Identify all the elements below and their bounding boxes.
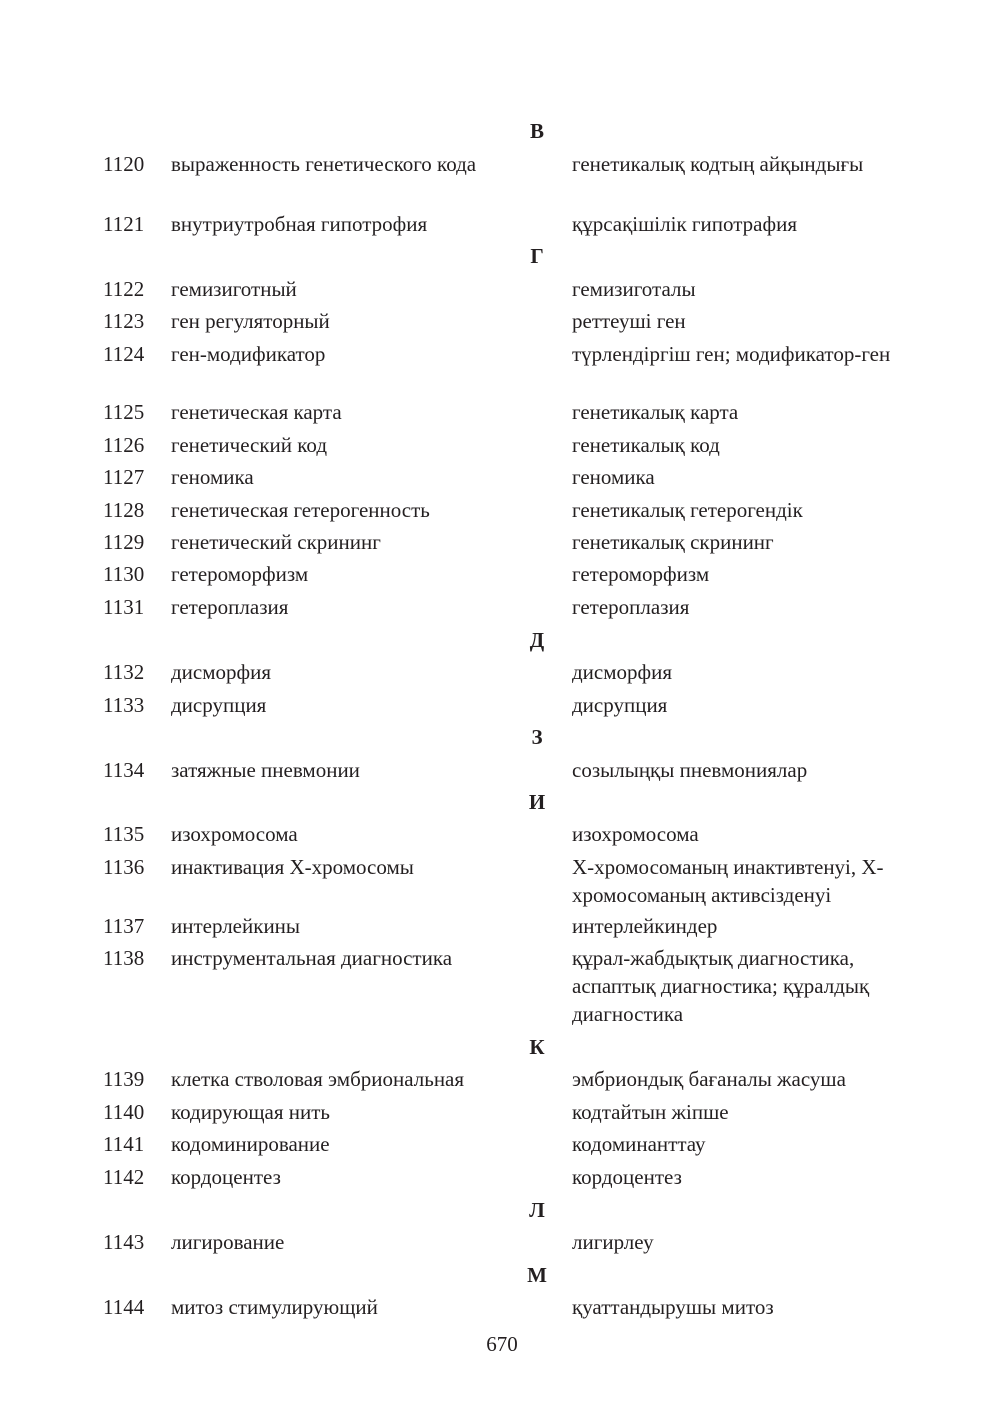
russian-term: дисрупция [171, 693, 267, 717]
entry-number: 1144 [103, 1295, 145, 1319]
russian-term: кордоцентез [171, 1165, 281, 1189]
entry-number: 1134 [103, 758, 145, 782]
kazakh-term: кодтайтын жіпше [572, 1100, 729, 1124]
section-letter: И [528, 790, 546, 814]
entry-number: 1136 [103, 855, 145, 879]
kazakh-term: генетикалық кодтың айқындығы [572, 152, 864, 176]
russian-term: клетка стволовая эмбриональная [171, 1067, 465, 1091]
russian-term: инструментальная диагностика [171, 946, 453, 970]
kazakh-term: гетероморфизм [572, 562, 710, 586]
russian-term: интерлейкины [171, 914, 301, 938]
entry-number: 1138 [103, 946, 145, 970]
kazakh-term: генетикалық карта [572, 400, 739, 424]
kazakh-term: гетероплазия [572, 595, 690, 619]
russian-term: гемизиготный [171, 277, 297, 301]
entry-number: 1141 [103, 1132, 145, 1156]
russian-term: затяжные пневмонии [171, 758, 360, 782]
russian-term: кодоминирование [171, 1132, 330, 1156]
section-letter: Г [530, 244, 544, 268]
entry-number: 1130 [103, 562, 145, 586]
entry-number: 1139 [103, 1067, 145, 1091]
russian-term: генетическая гетерогенность [171, 498, 430, 522]
entry-number: 1122 [103, 277, 145, 301]
russian-term: генетический скрининг [171, 530, 381, 554]
section-letter: К [529, 1035, 545, 1059]
entry-number: 1128 [103, 498, 145, 522]
russian-term: генетическая карта [171, 400, 342, 424]
entry-number: 1131 [103, 595, 145, 619]
kazakh-term: кордоцентез [572, 1165, 682, 1189]
kazakh-term: дисрупция [572, 693, 668, 717]
kazakh-term: генетикалық скрининг [572, 530, 774, 554]
section-letter: В [529, 119, 544, 143]
kazakh-term: генетикалық код [572, 433, 720, 457]
kazakh-term: геномика [572, 465, 655, 489]
russian-term: геномика [171, 465, 254, 489]
russian-term: гетероплазия [171, 595, 289, 619]
entry-number: 1140 [103, 1100, 145, 1124]
entry-number: 1123 [103, 309, 145, 333]
russian-term: митоз стимулирующий [171, 1295, 378, 1319]
entry-number: 1127 [103, 465, 145, 489]
russian-term: кодирующая нить [171, 1100, 330, 1124]
section-letter: Л [529, 1198, 545, 1222]
kazakh-term: реттеуші ген [572, 309, 686, 333]
kazakh-term: кодоминанттау [572, 1132, 706, 1156]
kazakh-term: гемизиготалы [572, 277, 696, 301]
kazakh-term: Х-хромосоманың инактивтенуі, Х-хромосоманың активсізденуі [572, 855, 884, 907]
russian-term: инактивация Х-хромосомы [171, 855, 414, 879]
section-letter: З [531, 725, 543, 749]
russian-term: внутриутробная гипотрофия [171, 212, 428, 236]
entry-number: 1126 [103, 433, 145, 457]
section-letter: М [527, 1263, 547, 1287]
kazakh-term: құрсақішілік гипотрафия [572, 212, 797, 236]
kazakh-term: дисморфия [572, 660, 673, 684]
russian-term: ген регуляторный [171, 309, 330, 333]
russian-term: дисморфия [171, 660, 272, 684]
entry-number: 1143 [103, 1230, 145, 1254]
russian-term: генетический код [171, 433, 328, 457]
kazakh-term: эмбриондық бағаналы жасуша [572, 1067, 846, 1091]
entry-number: 1120 [103, 152, 145, 176]
entry-number: 1129 [103, 530, 145, 554]
kazakh-term: құрал-жабдықтық диагностика, аспаптық диагностика; құралдық диагностика [572, 946, 870, 1026]
entry-number: 1133 [103, 693, 145, 717]
russian-term: лигирование [171, 1230, 285, 1254]
kazakh-term: қуаттандырушы митоз [572, 1295, 774, 1319]
page-number: 670 [486, 1332, 518, 1356]
entry-number: 1132 [103, 660, 145, 684]
entry-number: 1135 [103, 822, 145, 846]
russian-term: выраженность генетического кода [171, 152, 477, 176]
russian-term: ген-модификатор [171, 342, 326, 366]
section-letter: Д [529, 628, 545, 652]
kazakh-term: созылыңқы пневмониялар [572, 758, 808, 782]
russian-term: изохромосома [171, 822, 298, 846]
entry-number: 1121 [103, 212, 145, 236]
kazakh-term: генетикалық гетерогендік [572, 498, 803, 522]
entry-number: 1142 [103, 1165, 145, 1189]
entry-number: 1137 [103, 914, 145, 938]
kazakh-term: түрлендіргіш ген; модификатор-ген [572, 342, 891, 366]
entry-number: 1125 [103, 400, 145, 424]
kazakh-term: интерлейкиндер [572, 914, 718, 938]
entry-number: 1124 [103, 342, 145, 366]
kazakh-term: лигирлеу [572, 1230, 654, 1254]
russian-term: гетероморфизм [171, 562, 309, 586]
kazakh-term: изохромосома [572, 822, 699, 846]
